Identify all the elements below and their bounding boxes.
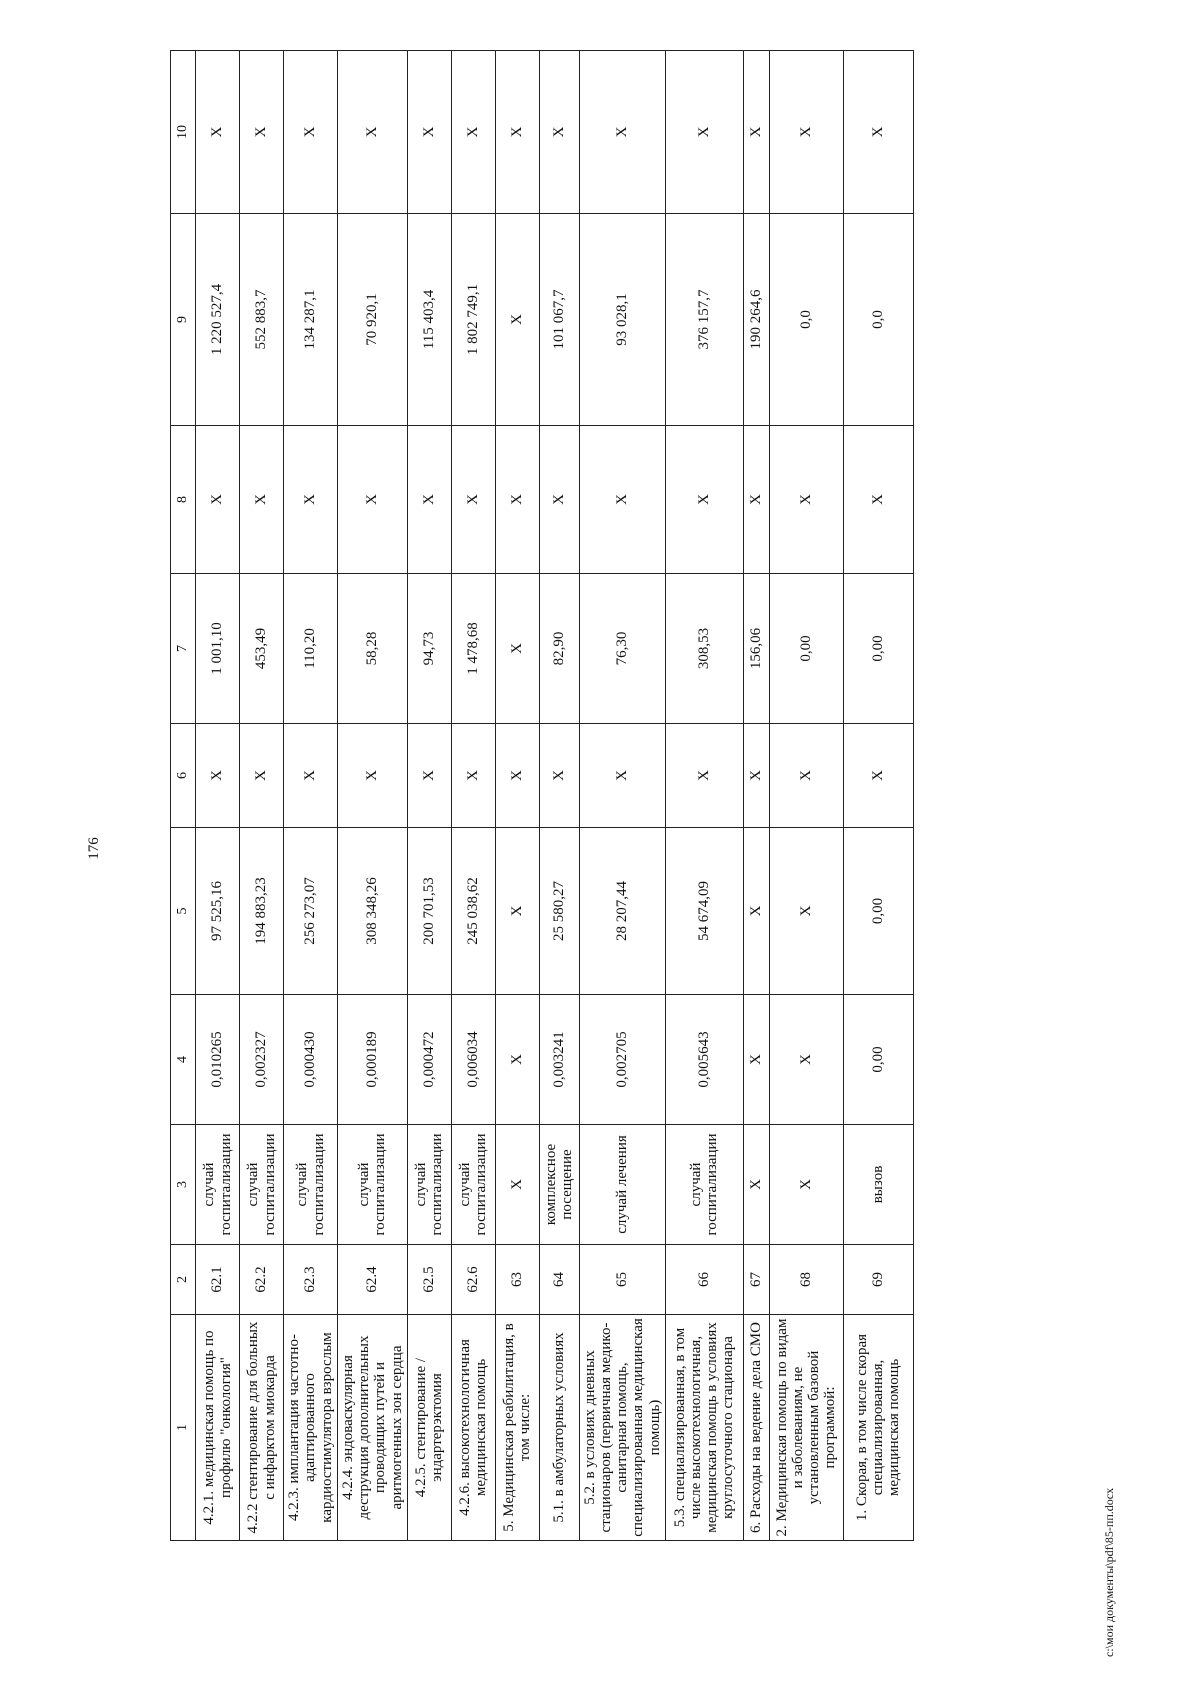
table-cell: 69 xyxy=(843,1245,913,1315)
table-cell: 0,000472 xyxy=(407,995,451,1125)
table-cell: 0,000430 xyxy=(284,995,338,1125)
table-cell: 190 264,6 xyxy=(743,214,769,426)
table-cell: 62.5 xyxy=(407,1245,451,1315)
table-cell: 0,000189 xyxy=(338,995,408,1125)
table-row xyxy=(843,51,913,1541)
table-cell: X xyxy=(495,828,539,995)
table-cell: 76,30 xyxy=(579,574,665,724)
table-cell: X xyxy=(743,51,769,214)
table-cell: 62.1 xyxy=(196,1245,240,1315)
column-number: 2 xyxy=(171,1245,196,1315)
table-cell: X xyxy=(769,724,843,828)
table-cell: 0,006034 xyxy=(451,995,495,1125)
column-number: 4 xyxy=(171,995,196,1125)
table-cell: 67 xyxy=(743,1245,769,1315)
table-cell: 62.3 xyxy=(284,1245,338,1315)
table-cell: 0,005643 xyxy=(665,995,743,1125)
table-cell: 63 xyxy=(495,1245,539,1315)
page-number: 176 xyxy=(86,837,102,860)
table-cell: X xyxy=(338,51,408,214)
table-cell: X xyxy=(743,828,769,995)
table-cell: 1 001,10 xyxy=(196,574,240,724)
table-row xyxy=(451,51,495,1541)
table-cell: X xyxy=(769,995,843,1125)
table-cell: 376 157,7 xyxy=(665,214,743,426)
table-cell: X xyxy=(769,1125,843,1245)
table-cell: X xyxy=(539,724,579,828)
table-cell: X xyxy=(495,1125,539,1245)
column-number-row xyxy=(171,51,196,1541)
table-cell: X xyxy=(769,51,843,214)
table-cell: случай госпитализации xyxy=(407,1125,451,1245)
row-label-cell: 1. Скорая, в том числе скорая специализированная, медицинская помощь xyxy=(843,1315,913,1541)
table-cell: 1 220 527,4 xyxy=(196,214,240,426)
table-cell: X xyxy=(743,1125,769,1245)
row-label-cell: 5. Медицинская реабилитация, в том числе: xyxy=(495,1315,539,1541)
row-label-cell: 5.2. в условиях дневных стационаров (первичная медико-санитарная помощь, специализированная медицинская помощь) xyxy=(579,1315,665,1541)
table-cell: X xyxy=(240,51,284,214)
column-number: 10 xyxy=(171,51,196,214)
column-number: 9 xyxy=(171,214,196,426)
table-cell: X xyxy=(338,426,408,574)
column-number: 1 xyxy=(171,1315,196,1541)
table-cell: вызов xyxy=(843,1125,913,1245)
table-cell: X xyxy=(769,828,843,995)
table-row xyxy=(743,51,769,1541)
table-cell: 110,20 xyxy=(284,574,338,724)
table-cell: X xyxy=(579,724,665,828)
table-cell: 94,73 xyxy=(407,574,451,724)
table-cell: X xyxy=(407,724,451,828)
table-cell: X xyxy=(495,426,539,574)
table-cell: случай госпитализации xyxy=(240,1125,284,1245)
table-cell: 194 883,23 xyxy=(240,828,284,995)
table-row xyxy=(407,51,451,1541)
table-cell: 0,00 xyxy=(843,995,913,1125)
table-cell: 25 580,27 xyxy=(539,828,579,995)
table-row xyxy=(579,51,665,1541)
table-row xyxy=(769,51,843,1541)
table-cell: 28 207,44 xyxy=(579,828,665,995)
table-cell: 552 883,7 xyxy=(240,214,284,426)
table-cell: 93 028,1 xyxy=(579,214,665,426)
table-cell: случай госпитализации xyxy=(196,1125,240,1245)
row-label-cell: 6. Расходы на ведение дела СМО xyxy=(743,1315,769,1541)
table-cell: X xyxy=(843,724,913,828)
table-cell: 256 273,07 xyxy=(284,828,338,995)
table-cell: X xyxy=(284,51,338,214)
table-cell: 68 xyxy=(769,1245,843,1315)
table-cell: 62.4 xyxy=(338,1245,408,1315)
row-label-cell: 4.2.1. медицинская помощь по профилю "онкология" xyxy=(196,1315,240,1541)
column-number: 7 xyxy=(171,574,196,724)
table-cell: X xyxy=(495,214,539,426)
table-cell: X xyxy=(665,51,743,214)
table-cell: случай госпитализации xyxy=(665,1125,743,1245)
column-number: 6 xyxy=(171,724,196,828)
table-cell: X xyxy=(495,51,539,214)
table-row xyxy=(495,51,539,1541)
table-cell: X xyxy=(196,426,240,574)
table-cell: 0,00 xyxy=(843,574,913,724)
table-cell: X xyxy=(196,51,240,214)
table-cell: 64 xyxy=(539,1245,579,1315)
table-cell: 70 920,1 xyxy=(338,214,408,426)
table-cell: 200 701,53 xyxy=(407,828,451,995)
table-cell: 0,0 xyxy=(843,214,913,426)
table-cell: X xyxy=(843,51,913,214)
table-row xyxy=(665,51,743,1541)
table-cell: 156,06 xyxy=(743,574,769,724)
table-cell: 0,003241 xyxy=(539,995,579,1125)
table-row xyxy=(196,51,240,1541)
table-cell: X xyxy=(743,724,769,828)
row-label-cell: 2. Медицинская помощь по видам и заболеваниям, не установленным базовой программой: xyxy=(769,1315,843,1541)
table-cell: 1 478,68 xyxy=(451,574,495,724)
table-cell: X xyxy=(743,426,769,574)
table-cell: 0,010265 xyxy=(196,995,240,1125)
column-number: 8 xyxy=(171,426,196,574)
table-cell: 82,90 xyxy=(539,574,579,724)
table-cell: X xyxy=(451,51,495,214)
table-cell: X xyxy=(284,426,338,574)
column-number: 5 xyxy=(171,828,196,995)
table-cell: 0,00 xyxy=(769,574,843,724)
table-cell: X xyxy=(240,426,284,574)
table-cell: X xyxy=(579,426,665,574)
table-cell: X xyxy=(665,724,743,828)
table-cell: X xyxy=(769,426,843,574)
row-label-cell: 4.2.5. стентирование / эндартерэктомия xyxy=(407,1315,451,1541)
table-cell: 58,28 xyxy=(338,574,408,724)
table-cell: X xyxy=(451,724,495,828)
table-cell: X xyxy=(495,995,539,1125)
table-cell: 101 067,7 xyxy=(539,214,579,426)
table-cell: 62.6 xyxy=(451,1245,495,1315)
table-cell: комплексное посещение xyxy=(539,1125,579,1245)
table-cell: 0,002705 xyxy=(579,995,665,1125)
column-number: 3 xyxy=(171,1125,196,1245)
row-label-cell: 4.2.2 стентирование для больных с инфарктом миокарда xyxy=(240,1315,284,1541)
table-cell: X xyxy=(579,51,665,214)
table-cell: 453,49 xyxy=(240,574,284,724)
table-cell: случай госпитализации xyxy=(338,1125,408,1245)
table-cell: X xyxy=(338,724,408,828)
table-cell: X xyxy=(843,426,913,574)
table-cell: X xyxy=(539,51,579,214)
table-cell: 308,53 xyxy=(665,574,743,724)
table-cell: 0,002327 xyxy=(240,995,284,1125)
table-cell: X xyxy=(196,724,240,828)
table-cell: 1 802 749,1 xyxy=(451,214,495,426)
data-table xyxy=(170,50,914,1541)
table-cell: случай госпитализации xyxy=(451,1125,495,1245)
table-row xyxy=(240,51,284,1541)
table-cell: X xyxy=(495,574,539,724)
footer-file-path: c:\мои документы\pdf\85-пп.docx xyxy=(1102,1487,1116,1657)
table-cell: 115 403,4 xyxy=(407,214,451,426)
table-cell: 54 674,09 xyxy=(665,828,743,995)
row-label-cell: 4.2.4. эндоваскулярная деструкция дополнительных проводящих путей и аритмогенных зон сердца xyxy=(338,1315,408,1541)
table-cell: 308 348,26 xyxy=(338,828,408,995)
table-cell: 0,0 xyxy=(769,214,843,426)
table-cell: X xyxy=(284,724,338,828)
table-cell: 65 xyxy=(579,1245,665,1315)
table-cell: случай лечения xyxy=(579,1125,665,1245)
table-cell: X xyxy=(743,995,769,1125)
table-cell: X xyxy=(407,51,451,214)
table-cell: 0,00 xyxy=(843,828,913,995)
table-cell: 66 xyxy=(665,1245,743,1315)
table-cell: X xyxy=(495,724,539,828)
table-row xyxy=(539,51,579,1541)
row-label-cell: 4.2.6. высокотехнологичная медицинская помощь xyxy=(451,1315,495,1541)
table-cell: 245 038,62 xyxy=(451,828,495,995)
table-cell: случай госпитализации xyxy=(284,1125,338,1245)
table-cell: X xyxy=(407,426,451,574)
table-cell: 97 525,16 xyxy=(196,828,240,995)
table-row xyxy=(338,51,408,1541)
row-label-cell: 5.1. в амбулаторных условиях xyxy=(539,1315,579,1541)
row-label-cell: 4.2.3. имплантация частотно-адаптированного кардиостимулятора взрослым xyxy=(284,1315,338,1541)
table-cell: X xyxy=(451,426,495,574)
table-cell: 134 287,1 xyxy=(284,214,338,426)
table-cell: X xyxy=(539,426,579,574)
row-label-cell: 5.3. специализированная, в том числе высокотехнологичная, медицинская помощь в условиях круглосуточного стационара xyxy=(665,1315,743,1541)
table-cell: X xyxy=(240,724,284,828)
table-row xyxy=(284,51,338,1541)
table-cell: 62.2 xyxy=(240,1245,284,1315)
table-cell: X xyxy=(665,426,743,574)
